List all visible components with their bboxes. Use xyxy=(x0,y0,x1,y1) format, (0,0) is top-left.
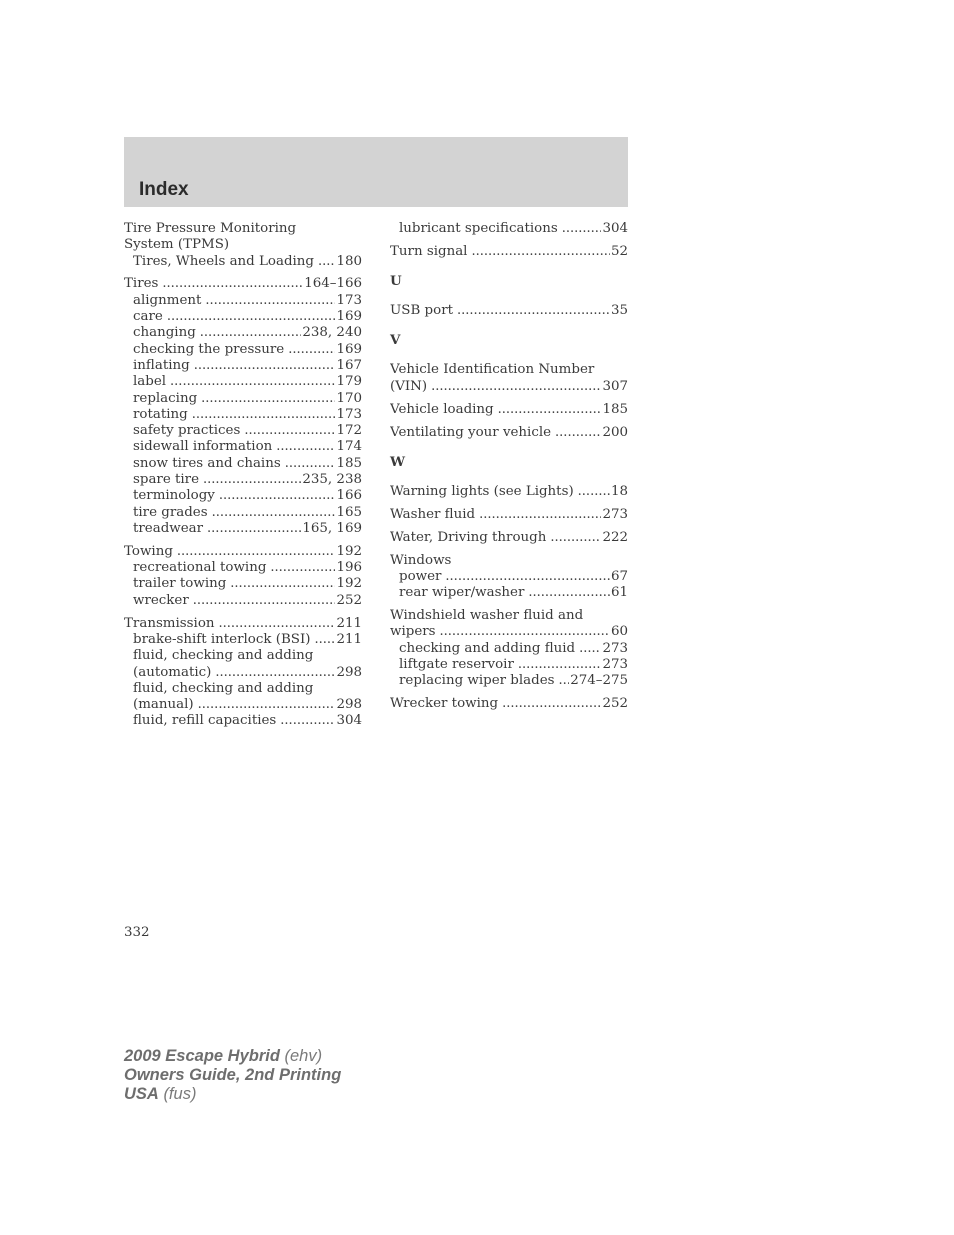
index-subentry-line xyxy=(124,648,362,664)
dot-leader xyxy=(528,585,610,601)
entry-text: Vehicle Identification Number xyxy=(390,362,595,378)
index-entry xyxy=(390,221,628,237)
entry-page-ref: 60 xyxy=(610,624,628,640)
entry-text: Towing xyxy=(124,543,173,559)
entry-text: safety practices xyxy=(133,423,241,439)
index-subentry-line xyxy=(124,293,362,309)
entry-text: Warning lights (see Lights) xyxy=(390,483,574,499)
footer-model-code: (ehv) xyxy=(284,1047,323,1065)
dot-leader xyxy=(555,425,601,441)
entry-text: (VIN) xyxy=(390,378,428,394)
index-entry-line xyxy=(124,544,362,560)
footer-model: 2009 Escape Hybrid xyxy=(124,1047,280,1065)
footer-line-2 xyxy=(124,1066,341,1085)
entry-page-ref: 298 xyxy=(336,697,362,713)
index-subentry-line xyxy=(124,697,362,713)
index-subentry-line xyxy=(124,423,362,439)
entry-page-ref: 173 xyxy=(336,292,362,308)
dot-leader xyxy=(280,713,335,729)
index-entry xyxy=(390,425,628,441)
dot-leader xyxy=(212,505,336,521)
index-header-bar xyxy=(124,137,628,207)
dot-leader xyxy=(177,544,336,560)
entry-text: Windows xyxy=(390,552,452,568)
footer-line-1 xyxy=(124,1047,341,1066)
index-subentry-line xyxy=(390,673,628,689)
entry-page-ref: 238, 240 xyxy=(302,325,362,341)
entry-text: Tire Pressure Monitoring xyxy=(124,221,297,236)
entry-page-ref: 304 xyxy=(602,221,628,236)
index-entry-line xyxy=(390,696,628,712)
index-entry xyxy=(124,221,362,270)
index-subentry-line xyxy=(124,407,362,423)
entry-page-ref: 211 xyxy=(336,615,362,631)
entry-gap xyxy=(390,418,628,425)
index-column-right xyxy=(390,221,628,712)
dot-leader xyxy=(167,309,336,325)
dot-leader xyxy=(431,379,601,395)
dot-leader xyxy=(207,521,301,537)
entry-text: (automatic) xyxy=(133,664,212,680)
entry-gap xyxy=(124,609,362,616)
entry-page-ref: 169 xyxy=(336,309,362,325)
entry-gap xyxy=(390,237,628,244)
entry-text: Windshield washer fluid and xyxy=(390,608,584,624)
document-footer xyxy=(124,1047,341,1104)
entry-page-ref: 165 xyxy=(336,504,362,520)
entry-text: inflating xyxy=(133,357,190,373)
index-subentry-line xyxy=(124,665,362,681)
entry-page-ref: 170 xyxy=(336,390,362,406)
index-section-letter: U xyxy=(390,273,402,290)
entry-gap xyxy=(390,523,628,530)
entry-page-ref: 274–275 xyxy=(570,673,628,689)
dot-leader xyxy=(276,439,335,455)
entry-page-ref: 273 xyxy=(602,656,628,672)
dot-leader xyxy=(285,456,336,472)
index-entry xyxy=(124,544,362,609)
index-entry-line xyxy=(390,244,628,260)
entry-text: trailer towing xyxy=(133,576,227,592)
entry-text: Transmission xyxy=(124,615,215,631)
entry-text: lubricant specifications xyxy=(399,221,558,236)
index-entry-line xyxy=(390,402,628,418)
index-subentry-line xyxy=(124,439,362,455)
entry-page-ref: 179 xyxy=(336,374,362,390)
index-entry-line xyxy=(124,221,362,237)
entry-text: care xyxy=(133,309,163,325)
index-entry xyxy=(390,696,628,712)
index-subentry-line xyxy=(124,560,362,576)
index-subentry-line xyxy=(124,325,362,341)
index-subentry-line xyxy=(124,456,362,472)
dot-leader xyxy=(244,423,335,439)
dot-leader xyxy=(288,342,335,358)
entry-text: System (TPMS) xyxy=(124,237,230,253)
entry-text: (manual) xyxy=(133,697,194,713)
index-entry-line xyxy=(390,624,628,640)
entry-page-ref: 222 xyxy=(602,529,628,545)
entry-text: recreational towing xyxy=(133,560,267,576)
entry-text: rotating xyxy=(133,406,188,422)
entry-text: Turn signal xyxy=(390,243,468,259)
entry-text: fluid, checking and adding xyxy=(133,648,314,664)
entry-page-ref: 185 xyxy=(602,401,628,417)
entry-text: Wrecker towing xyxy=(390,696,499,712)
dot-leader xyxy=(550,530,601,546)
entry-text: Ventilating your vehicle xyxy=(390,424,552,440)
dot-leader xyxy=(219,616,336,632)
dot-leader xyxy=(200,325,302,341)
entry-page-ref: 252 xyxy=(602,696,628,712)
index-entry-line xyxy=(124,276,362,292)
entry-gap xyxy=(390,601,628,608)
entry-text: fluid, refill capacities xyxy=(133,713,277,729)
entry-page-ref: 211 xyxy=(336,631,362,647)
entry-gap xyxy=(124,537,362,544)
index-subentry-line xyxy=(124,681,362,697)
entry-page-ref: 200 xyxy=(602,424,628,440)
footer-market: USA xyxy=(124,1085,159,1103)
index-subentry-line xyxy=(390,221,628,237)
entry-page-ref: 192 xyxy=(336,543,362,559)
dot-leader xyxy=(215,665,335,681)
entry-text: terminology xyxy=(133,488,215,504)
dot-leader xyxy=(578,484,610,500)
index-entry-line xyxy=(390,379,628,395)
index-subentry-line xyxy=(124,488,362,504)
index-entry-line xyxy=(390,507,628,523)
index-entry-line xyxy=(124,237,362,253)
dot-leader xyxy=(445,569,610,585)
index-entry-line xyxy=(390,425,628,441)
entry-page-ref: 166 xyxy=(336,488,362,504)
index-section-letter: V xyxy=(390,332,401,349)
dot-leader xyxy=(193,593,336,609)
entry-page-ref: 298 xyxy=(336,664,362,680)
entry-text: power xyxy=(399,568,442,584)
entry-page-ref: 180 xyxy=(336,253,362,269)
entry-text: fluid, checking and adding xyxy=(133,680,314,696)
index-entry xyxy=(124,616,362,730)
entry-page-ref: 192 xyxy=(336,576,362,592)
entry-page-ref: 196 xyxy=(336,560,362,576)
entry-page-ref: 185 xyxy=(336,455,362,471)
index-subentry-line xyxy=(124,713,362,729)
index-entry xyxy=(390,362,628,395)
entry-page-ref: 167 xyxy=(336,357,362,373)
entry-page-ref: 172 xyxy=(336,423,362,439)
footer-market-code: (fus) xyxy=(163,1085,197,1103)
index-entry-line xyxy=(390,484,628,500)
index-subentry-line xyxy=(124,521,362,537)
dot-leader xyxy=(579,641,601,657)
dot-leader xyxy=(205,293,335,309)
footer-edition: Owners Guide, 2nd Printing xyxy=(124,1066,342,1084)
entry-page-ref: 273 xyxy=(602,506,628,522)
dot-leader xyxy=(318,254,335,270)
index-entry xyxy=(390,530,628,546)
entry-page-ref: 273 xyxy=(602,640,628,656)
index-subentry-line xyxy=(124,632,362,648)
entry-text: sidewall information xyxy=(133,439,273,455)
dot-leader xyxy=(559,673,570,689)
dot-leader xyxy=(198,697,336,713)
footer-line-3 xyxy=(124,1085,341,1104)
index-entry-line xyxy=(390,530,628,546)
dot-leader xyxy=(440,624,610,640)
entry-text: spare tire xyxy=(133,472,199,488)
index-subentry-line xyxy=(124,358,362,374)
index-entry xyxy=(390,402,628,418)
index-section-letter: W xyxy=(390,453,406,470)
entry-text: tire grades xyxy=(133,504,208,520)
index-entry xyxy=(390,303,628,319)
index-entry xyxy=(390,484,628,500)
index-subentry-line xyxy=(124,342,362,358)
entry-text: label xyxy=(133,374,167,390)
entry-gap xyxy=(390,500,628,507)
entry-page-ref: 35 xyxy=(610,303,628,319)
entry-gap xyxy=(124,270,362,277)
dot-leader xyxy=(471,244,609,260)
entry-page-ref: 61 xyxy=(610,585,628,601)
index-subentry-line xyxy=(124,254,362,270)
dot-leader xyxy=(192,407,336,423)
index-entry-line xyxy=(390,303,628,319)
entry-text: treadwear xyxy=(133,520,204,536)
entry-text: replacing wiper blades xyxy=(399,673,555,689)
entry-text: wrecker xyxy=(133,592,189,608)
entry-text: Tires xyxy=(124,276,159,292)
entry-page-ref: 52 xyxy=(610,243,628,259)
dot-leader xyxy=(457,303,610,319)
index-entry-line xyxy=(124,616,362,632)
dot-leader xyxy=(518,657,602,673)
index-subentry-line xyxy=(390,569,628,585)
entry-text: snow tires and chains xyxy=(133,455,281,471)
entry-page-ref: 173 xyxy=(336,406,362,422)
entry-text: brake-shift interlock (BSI) xyxy=(133,631,311,647)
index-subentry-line xyxy=(390,585,628,601)
dot-leader xyxy=(194,358,336,374)
dot-leader xyxy=(170,374,335,390)
dot-leader xyxy=(203,472,301,488)
dot-leader xyxy=(314,632,335,648)
index-subentry-line xyxy=(390,641,628,657)
index-column-left xyxy=(124,221,362,730)
dot-leader xyxy=(498,402,602,418)
entry-text: Water, Driving through xyxy=(390,529,547,545)
entry-page-ref: 307 xyxy=(602,378,628,394)
entry-text: USB port xyxy=(390,303,453,319)
entry-page-ref: 169 xyxy=(336,341,362,357)
dot-leader xyxy=(270,560,335,576)
entry-text: liftgate reservoir xyxy=(399,656,514,672)
entry-gap xyxy=(390,395,628,402)
entry-text: checking the pressure xyxy=(133,341,285,357)
entry-text: Vehicle loading xyxy=(390,401,494,417)
entry-page-ref: 67 xyxy=(610,568,628,584)
entry-text: Tires, Wheels and Loading xyxy=(133,253,314,269)
index-subentry-line xyxy=(124,472,362,488)
dot-leader xyxy=(230,576,335,592)
entry-page-ref: 304 xyxy=(336,713,362,729)
index-subentry-line xyxy=(124,505,362,521)
entry-page-ref: 164–166 xyxy=(304,276,362,292)
index-entry xyxy=(390,507,628,523)
entry-page-ref: 235, 238 xyxy=(302,472,362,488)
index-entry-line xyxy=(390,608,628,624)
dot-leader xyxy=(562,221,602,237)
entry-text: changing xyxy=(133,325,196,341)
index-subentry-line xyxy=(124,374,362,390)
entry-text: alignment xyxy=(133,292,202,308)
index-entry xyxy=(124,276,362,537)
entry-text: Washer fluid xyxy=(390,506,476,522)
entry-text: wipers xyxy=(390,624,436,640)
index-entry xyxy=(390,553,628,602)
dot-leader xyxy=(479,507,601,523)
index-subentry-line xyxy=(390,657,628,673)
dot-leader xyxy=(162,276,303,292)
dot-leader xyxy=(219,488,336,504)
entry-text: checking and adding fluid xyxy=(399,640,576,656)
entry-gap xyxy=(390,546,628,553)
index-subentry-line xyxy=(124,309,362,325)
index-subentry-line xyxy=(124,593,362,609)
entry-text: rear wiper/washer xyxy=(399,585,525,601)
dot-leader xyxy=(502,696,601,712)
entry-gap xyxy=(390,690,628,697)
page-number: 332 xyxy=(124,925,150,940)
entry-text: replacing xyxy=(133,390,198,406)
entry-page-ref: 18 xyxy=(610,483,628,499)
index-entry-line xyxy=(390,553,628,569)
index-subentry-line xyxy=(124,391,362,407)
dot-leader xyxy=(201,391,335,407)
index-entry-line xyxy=(390,362,628,378)
entry-page-ref: 165, 169 xyxy=(302,520,362,536)
index-entry xyxy=(390,608,628,689)
index-entry xyxy=(390,244,628,260)
entry-page-ref: 252 xyxy=(336,592,362,608)
page-title: Index xyxy=(139,179,189,200)
entry-page-ref: 174 xyxy=(336,439,362,455)
index-subentry-line xyxy=(124,576,362,592)
